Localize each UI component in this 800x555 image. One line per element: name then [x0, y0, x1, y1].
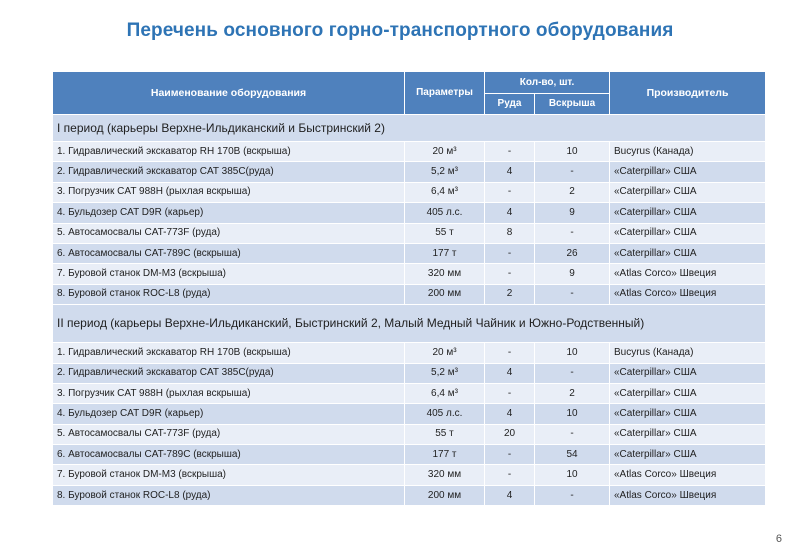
cell-maker: «Atlas Corco» Швеция	[610, 264, 766, 284]
page-title: Перечень основного горно-транспортного оборудования	[126, 20, 674, 41]
cell-over: 2	[535, 383, 610, 403]
cell-param: 5,2 м³	[405, 162, 485, 182]
table-row	[53, 284, 766, 304]
cell-maker: «Atlas Corco» Швеция	[610, 485, 766, 505]
cell-name: 1. Гидравлический экскаватор RH 170B (вскрыша)	[53, 142, 405, 162]
cell-ore: 2	[485, 284, 535, 304]
period-label: II период (карьеры Верхне-Ильдиканский, Быстринский 2, Малый Медный Чайник и Южно-Родственный)	[53, 305, 766, 343]
equipment-table	[52, 71, 766, 506]
table-body	[53, 115, 766, 506]
cell-name: 5. Автосамосвалы CAT-773F (руда)	[53, 424, 405, 444]
table-row	[53, 264, 766, 284]
cell-ore: 20	[485, 424, 535, 444]
header-overburden: Вскрыша	[535, 94, 610, 115]
cell-maker: «Caterpillar» США	[610, 203, 766, 223]
cell-ore: 8	[485, 223, 535, 243]
cell-ore: -	[485, 383, 535, 403]
cell-over: -	[535, 485, 610, 505]
cell-over: 10	[535, 343, 610, 363]
cell-param: 6,4 м³	[405, 383, 485, 403]
cell-param: 320 мм	[405, 264, 485, 284]
cell-ore: -	[485, 465, 535, 485]
cell-maker: «Atlas Corco» Швеция	[610, 284, 766, 304]
cell-over: -	[535, 162, 610, 182]
period-row	[53, 115, 766, 142]
cell-param: 200 мм	[405, 284, 485, 304]
cell-ore: -	[485, 182, 535, 202]
cell-name: 6. Автосамосвалы CAT-789C (вскрыша)	[53, 445, 405, 465]
table-row	[53, 243, 766, 263]
cell-maker: «Caterpillar» США	[610, 243, 766, 263]
cell-param: 405 л.с.	[405, 404, 485, 424]
cell-over: -	[535, 284, 610, 304]
cell-name: 6. Автосамосвалы CAT-789C (вскрыша)	[53, 243, 405, 263]
cell-param: 177 т	[405, 445, 485, 465]
cell-name: 2. Гидравлический экскаватор CAT 385C(руда)	[53, 162, 405, 182]
cell-name: 8. Буровой станок ROC-L8 (руда)	[53, 284, 405, 304]
cell-over: 54	[535, 445, 610, 465]
cell-name: 4. Бульдозер CAT D9R (карьер)	[53, 203, 405, 223]
cell-param: 20 м³	[405, 142, 485, 162]
cell-ore: -	[485, 243, 535, 263]
header-manufacturer: Производитель	[610, 72, 766, 115]
cell-over: -	[535, 223, 610, 243]
cell-param: 55 т	[405, 223, 485, 243]
cell-over: 10	[535, 465, 610, 485]
cell-param: 55 т	[405, 424, 485, 444]
cell-param: 177 т	[405, 243, 485, 263]
cell-over: -	[535, 363, 610, 383]
table-row	[53, 223, 766, 243]
table-row	[53, 485, 766, 505]
cell-name: 8. Буровой станок ROC-L8 (руда)	[53, 485, 405, 505]
cell-name: 3. Погрузчик CAT 988H (рыхлая вскрыша)	[53, 182, 405, 202]
cell-maker: «Caterpillar» США	[610, 424, 766, 444]
cell-over: 9	[535, 264, 610, 284]
cell-name: 2. Гидравлический экскаватор CAT 385C(руда)	[53, 363, 405, 383]
cell-ore: -	[485, 264, 535, 284]
cell-maker: «Caterpillar» США	[610, 223, 766, 243]
header-name: Наименование оборудования	[53, 72, 405, 115]
table-row	[53, 363, 766, 383]
cell-ore: 4	[485, 404, 535, 424]
cell-name: 1. Гидравлический экскаватор RH 170B (вскрыша)	[53, 343, 405, 363]
table-row	[53, 203, 766, 223]
cell-name: 7. Буровой станок DM-M3 (вскрыша)	[53, 465, 405, 485]
table-row	[53, 162, 766, 182]
header-params	[405, 72, 485, 115]
cell-over: 10	[535, 404, 610, 424]
page-number: 6	[775, 533, 782, 545]
cell-ore: -	[485, 142, 535, 162]
cell-param: 320 мм	[405, 465, 485, 485]
cell-param: 5,2 м³	[405, 363, 485, 383]
table-row	[53, 465, 766, 485]
header-ore: Руда	[485, 94, 535, 115]
table-row	[53, 343, 766, 363]
cell-ore: -	[485, 343, 535, 363]
cell-name: 7. Буровой станок DM-M3 (вскрыша)	[53, 264, 405, 284]
cell-ore: 4	[485, 485, 535, 505]
cell-ore: 4	[485, 162, 535, 182]
cell-ore: 4	[485, 363, 535, 383]
cell-param: 20 м³	[405, 343, 485, 363]
cell-name: 5. Автосамосвалы CAT-773F (руда)	[53, 223, 405, 243]
cell-param: 6,4 м³	[405, 182, 485, 202]
cell-maker: «Caterpillar» США	[610, 363, 766, 383]
table-row	[53, 404, 766, 424]
table-row	[53, 383, 766, 403]
cell-maker: «Caterpillar» США	[610, 404, 766, 424]
cell-over: -	[535, 424, 610, 444]
header-params-label: Параметры	[416, 87, 473, 98]
header-qty: Кол-во, шт.	[485, 72, 610, 94]
table-row	[53, 445, 766, 465]
period-row	[53, 305, 766, 343]
cell-maker: «Caterpillar» США	[610, 383, 766, 403]
cell-maker: «Caterpillar» США	[610, 445, 766, 465]
cell-ore: 4	[485, 203, 535, 223]
table-row	[53, 142, 766, 162]
cell-param: 200 мм	[405, 485, 485, 505]
cell-name: 3. Погрузчик CAT 988H (рыхлая вскрыша)	[53, 383, 405, 403]
period-label: I период (карьеры Верхне-Ильдиканский и Быстринский 2)	[53, 115, 766, 142]
cell-over: 10	[535, 142, 610, 162]
cell-maker: Bucyrus (Канада)	[610, 343, 766, 363]
cell-over: 9	[535, 203, 610, 223]
cell-maker: Bucyrus (Канада)	[610, 142, 766, 162]
table-row	[53, 424, 766, 444]
cell-maker: «Atlas Corco» Швеция	[610, 465, 766, 485]
cell-maker: «Caterpillar» США	[610, 182, 766, 202]
cell-over: 2	[535, 182, 610, 202]
table-row	[53, 182, 766, 202]
cell-over: 26	[535, 243, 610, 263]
cell-param: 405 л.с.	[405, 203, 485, 223]
cell-ore: -	[485, 445, 535, 465]
cell-name: 4. Бульдозер CAT D9R (карьер)	[53, 404, 405, 424]
cell-maker: «Caterpillar» США	[610, 162, 766, 182]
